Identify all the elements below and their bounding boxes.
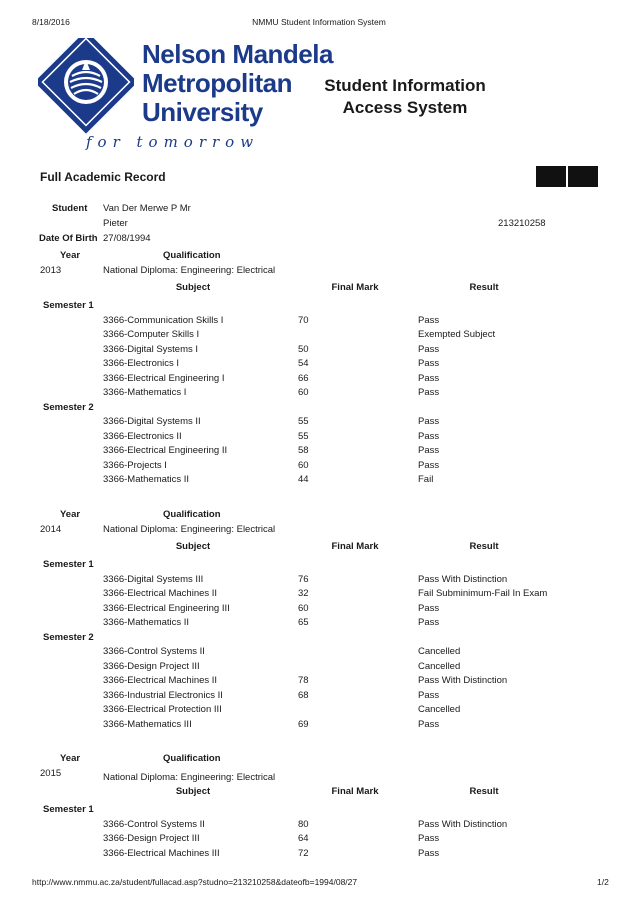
result-value: Pass [418, 689, 440, 701]
student-name: Van Der Merwe P Mr [103, 203, 191, 214]
subject-name: 3366-Design Project III [103, 833, 200, 844]
final-mark: 65 [298, 617, 309, 628]
subject-name: 3366-Electrical Protection III [103, 704, 222, 715]
final-mark: 80 [298, 818, 309, 830]
result-value: Pass [418, 459, 440, 471]
result-value: Cancelled [418, 646, 461, 657]
subject-header: Subject [175, 541, 211, 552]
semester-label: Semester 2 [43, 401, 94, 413]
subject-name: 3366-Control Systems II [103, 646, 205, 657]
logo-line-2: Metropolitan [142, 68, 292, 98]
subject-name: 3366-Computer Skills I [103, 329, 200, 340]
final-mark: 60 [298, 459, 309, 471]
subject-name: 3366-Mathematics III [103, 718, 192, 730]
university-logo-icon [38, 38, 134, 138]
semester-label: Semester 1 [43, 559, 94, 570]
final-mark: 64 [298, 833, 309, 844]
result-value: Cancelled [418, 660, 461, 672]
subject-name: 3366-Mathematics II [103, 617, 190, 628]
subject-name: 3366-Digital Systems III [103, 573, 204, 585]
subject-name: 3366-Mathematics I [103, 387, 187, 398]
logo-line-3: University [142, 97, 263, 127]
dob-label: Date Of Birth [39, 233, 98, 244]
system-title [300, 75, 510, 119]
result-value: Pass [418, 387, 440, 398]
subject-name: 3366-Electronics I [103, 358, 180, 369]
final-mark: 58 [298, 445, 309, 456]
final-mark: 69 [298, 718, 309, 730]
subject-name: 3366-Mathematics II [103, 474, 190, 485]
final-mark: 50 [298, 343, 309, 355]
result-value: Pass [418, 343, 440, 355]
student-first-name: Pieter [103, 218, 128, 229]
dob-value: 27/08/1994 [103, 233, 151, 244]
year-header: Year [60, 753, 81, 764]
result-value: Pass [418, 372, 440, 384]
subject-name: 3366-Electrical Engineering I [103, 372, 225, 384]
result-value: Pass [418, 416, 440, 427]
final-mark-header: Final Mark [331, 541, 379, 552]
qualification-value: National Diploma: Engineering: Electrical [103, 265, 276, 276]
record-title: Full Academic Record [40, 170, 166, 184]
result-value: Pass [418, 833, 440, 844]
final-mark: 60 [298, 387, 309, 398]
subject-name: 3366-Communication Skills I [103, 314, 224, 326]
result-value: Pass [418, 314, 440, 326]
final-mark: 68 [298, 689, 309, 701]
final-mark: 72 [298, 847, 309, 859]
final-mark: 70 [298, 314, 309, 326]
result-header: Result [469, 282, 499, 293]
qualification-header: Qualification [163, 753, 221, 764]
final-mark-header: Final Mark [331, 786, 379, 797]
year-header: Year [60, 509, 81, 520]
result-value: Pass [418, 430, 440, 442]
final-mark: 76 [298, 573, 309, 585]
system-title-line-1: Student Information [324, 76, 486, 95]
subject-header: Subject [175, 282, 211, 293]
result-value: Pass [418, 445, 440, 456]
subject-name: 3366-Electronics II [103, 430, 182, 442]
year-value: 2014 [40, 524, 62, 535]
student-number: 213210258 [498, 218, 546, 229]
final-mark: 44 [298, 474, 309, 485]
final-mark: 55 [298, 430, 309, 442]
final-mark: 60 [298, 602, 309, 614]
result-value: Fail Subminimum-Fail In Exam [418, 588, 548, 599]
subject-name: 3366-Electrical Engineering III [103, 602, 230, 614]
result-header: Result [469, 541, 499, 552]
semester-label: Semester 1 [43, 300, 94, 311]
print-title: NMMU Student Information System [252, 17, 386, 27]
qualification-value: National Diploma: Engineering: Electrical [103, 524, 276, 535]
print-date: 8/18/2016 [32, 17, 70, 27]
subject-name: 3366-Electrical Engineering II [103, 445, 228, 456]
result-value: Pass [418, 358, 440, 369]
qualification-value: National Diploma: Engineering: Electrical [103, 772, 276, 783]
subject-name: 3366-Industrial Electronics II [103, 689, 223, 701]
final-mark: 55 [298, 416, 309, 427]
qualification-header: Qualification [163, 250, 221, 261]
final-mark-header: Final Mark [331, 282, 379, 293]
semester-label: Semester 2 [43, 631, 94, 643]
subject-header: Subject [175, 786, 211, 797]
semester-label: Semester 1 [43, 804, 94, 815]
student-label: Student [52, 203, 88, 214]
system-title-line-2: Access System [342, 98, 468, 117]
logo-tagline: for tomorrow [86, 133, 260, 151]
result-value: Exempted Subject [418, 329, 496, 340]
final-mark: 54 [298, 358, 309, 369]
result-value: Pass [418, 847, 440, 859]
qualification-header: Qualification [163, 509, 221, 520]
result-value: Pass With Distinction [418, 818, 508, 830]
print-page-number: 1/2 [597, 877, 609, 887]
logo-line-1: Nelson Mandela [142, 39, 333, 69]
subject-name: 3366-Control Systems II [103, 818, 205, 830]
subject-name: 3366-Electrical Machines II [103, 675, 218, 686]
final-mark: 32 [298, 588, 309, 599]
subject-name: 3366-Electrical Machines II [103, 588, 218, 599]
subject-name: 3366-Projects I [103, 459, 167, 471]
subject-name: 3366-Design Project III [103, 660, 200, 672]
redacted-block-left [536, 166, 566, 187]
year-value: 2013 [40, 265, 62, 276]
subject-name: 3366-Digital Systems II [103, 416, 201, 427]
redacted-block-right [568, 166, 598, 187]
final-mark: 78 [298, 675, 309, 686]
year-value: 2015 [40, 768, 62, 779]
subject-name: 3366-Electrical Machines III [103, 847, 220, 859]
result-header: Result [469, 786, 499, 797]
result-value: Pass [418, 602, 440, 614]
result-value: Fail [418, 474, 434, 485]
result-value: Cancelled [418, 704, 461, 715]
print-url: http://www.nmmu.ac.za/student/fullacad.asp?studno=213210258&dateofb=1994/08/27 [32, 877, 358, 887]
result-value: Pass With Distinction [418, 675, 508, 686]
result-value: Pass [418, 617, 440, 628]
final-mark: 66 [298, 372, 309, 384]
result-value: Pass With Distinction [418, 573, 508, 585]
subject-name: 3366-Digital Systems I [103, 343, 199, 355]
result-value: Pass [418, 718, 440, 730]
year-header: Year [60, 250, 81, 261]
